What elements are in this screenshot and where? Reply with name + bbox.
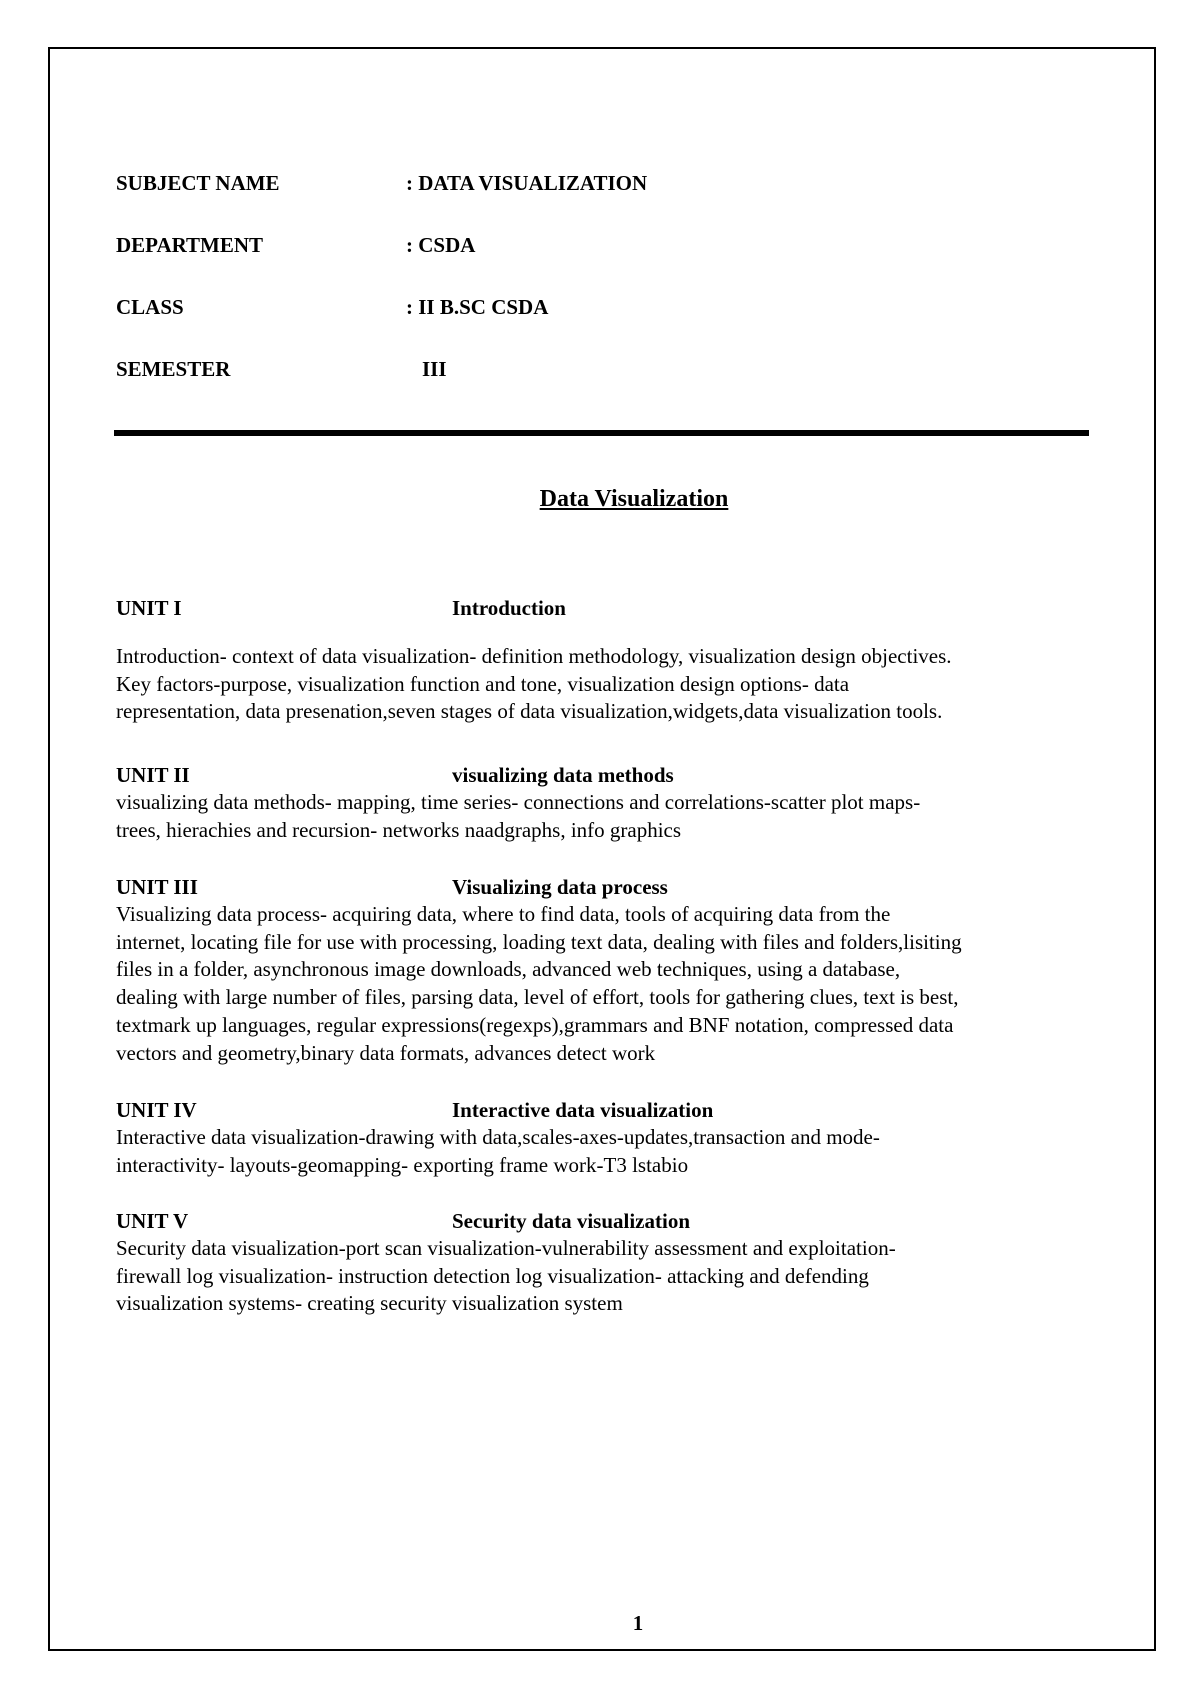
- unit-description: [116, 1124, 1096, 1179]
- document-title: Data Visualization: [539, 486, 729, 512]
- unit-heading: [116, 761, 1096, 789]
- unit-heading: [116, 1207, 1096, 1235]
- department-label: DEPARTMENT: [116, 233, 264, 257]
- unit-number: UNIT III: [116, 875, 198, 899]
- unit-section-4: [116, 1096, 1096, 1179]
- unit-line: dealing with large number of files, parsing data, level of effort, tools for gathering clues, text is best,: [116, 985, 959, 1010]
- page-number: 1: [632, 1611, 644, 1635]
- subject-name-value: : DATA VISUALIZATION: [406, 171, 648, 195]
- unit-line: Security data visualization-port scan visualization-vulnerability assessment and exploitation-: [116, 1236, 896, 1260]
- semester-value: III: [422, 357, 447, 381]
- unit-description: [116, 901, 1096, 1067]
- unit-description: [116, 643, 1096, 726]
- unit-number: UNIT IV: [116, 1098, 197, 1122]
- unit-title: Interactive data visualization: [452, 1098, 714, 1122]
- subject-name-label: SUBJECT NAME: [116, 171, 280, 195]
- unit-line: Visualizing data process- acquiring data, where to find data, tools of acquiring data from the: [116, 902, 891, 926]
- unit-section-5: [116, 1207, 1096, 1318]
- semester-label: SEMESTER: [116, 357, 231, 381]
- unit-section-1: [116, 594, 1096, 726]
- unit-title: visualizing data methods: [452, 763, 674, 787]
- unit-line: files in a folder, asynchronous image downloads, advanced web techniques, using a database,: [116, 957, 901, 982]
- unit-title: Visualizing data process: [452, 875, 668, 899]
- class-label: CLASS: [116, 295, 184, 319]
- unit-section-3: [116, 873, 1096, 1067]
- unit-section-2: [116, 761, 1096, 844]
- page-border: [48, 47, 1156, 1651]
- unit-line: Key factors-purpose, visualization function and tone, visualization design options- data: [116, 671, 850, 696]
- unit-heading: [116, 594, 1096, 622]
- horizontal-rule: [114, 430, 1089, 436]
- unit-line: internet, locating file for use with processing, loading text data, dealing with files and folders,lisiting: [116, 929, 962, 954]
- unit-title: Introduction: [452, 596, 566, 620]
- unit-line: interactivity- layouts-geomapping- exporting frame work-T3 lstabio: [116, 1152, 689, 1177]
- unit-line: Introduction- context of data visualization- definition methodology, visualization design objectives.: [116, 644, 952, 668]
- unit-description: [116, 1235, 1096, 1318]
- unit-number: UNIT I: [116, 596, 182, 620]
- unit-number: UNIT V: [116, 1209, 189, 1233]
- department-value: : CSDA: [406, 233, 476, 257]
- unit-heading: [116, 873, 1096, 901]
- unit-line: firewall log visualization- instruction detection log visualization- attacking and defending: [116, 1263, 869, 1288]
- unit-line: visualizing data methods- mapping, time series- connections and correlations-scatter plot maps-: [116, 790, 921, 814]
- unit-line: trees, hierachies and recursion- networks naadgraphs, info graphics: [116, 817, 682, 842]
- class-value: : II B.SC CSDA: [406, 295, 549, 319]
- unit-line: visualization systems- creating security visualization system: [116, 1291, 623, 1316]
- unit-number: UNIT II: [116, 763, 190, 787]
- unit-title: Security data visualization: [452, 1209, 691, 1233]
- unit-line: textmark up languages, regular expressions(regexps),grammars and BNF notation, compressed data: [116, 1012, 954, 1037]
- unit-description: [116, 789, 1096, 844]
- unit-heading: [116, 1096, 1096, 1124]
- unit-line: representation, data presenation,seven stages of data visualization,widgets,data visualization tools.: [116, 699, 943, 724]
- unit-line: Interactive data visualization-drawing with data,scales-axes-updates,transaction and mode-: [116, 1125, 880, 1149]
- unit-line: vectors and geometry,binary data formats, advances detect work: [116, 1040, 656, 1065]
